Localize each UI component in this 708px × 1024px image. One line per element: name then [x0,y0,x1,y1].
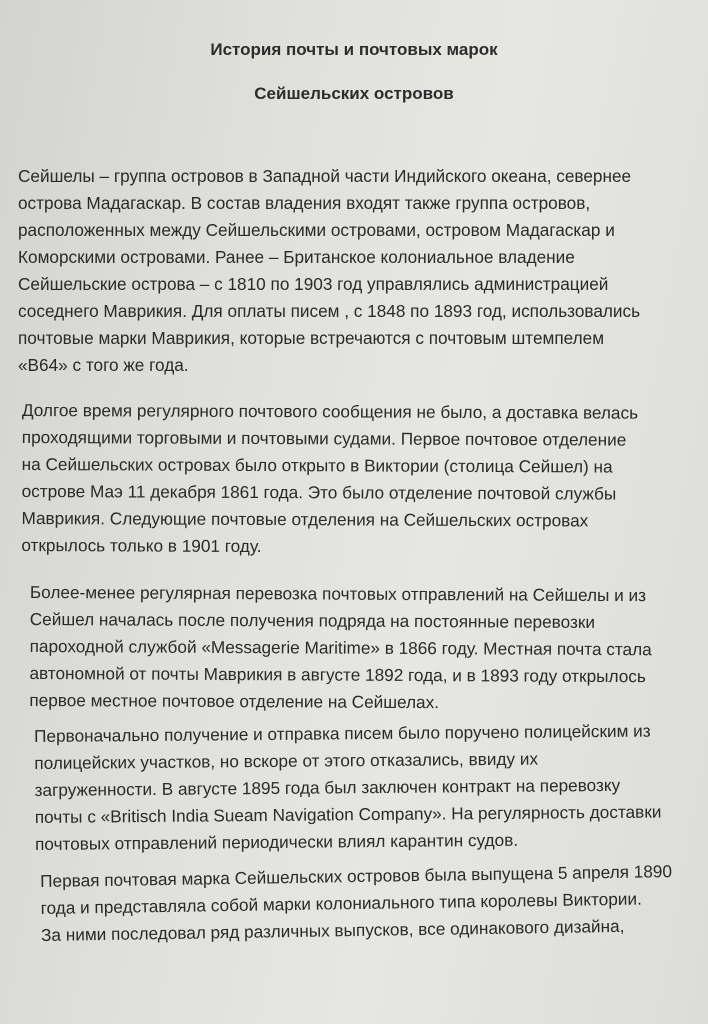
text-line: Первая почтовая марка Сейшельских островов была выпущена 5 апреля 1890 [40,861,673,891]
text-line: пароходной службой «Messagerie Maritime» в 1866 году. Местная почта стала [29,635,652,660]
text-line: Сейшел началась после получения подряда на постоянные перевозки [29,608,596,632]
text-line: автономной от почты Маврикия в августе 1892 года, и в 1893 году открылось [29,662,646,687]
paragraph-5 [40,858,673,949]
text-line: Сейшельские острова – с 1810 по 1903 год управлялись администрацией [18,274,609,294]
text-line: «В64» с того же года. [18,355,189,375]
text-line: почтовые марки Маврикия, которые встречаются с почтовым штемпелем [18,328,605,348]
text-line: соседнего Маврикия. Для оплаты писем , с 1848 по 1893 год, использовались [18,301,641,321]
text-line: первое местное почтовое отделение на Сейшелах. [29,689,440,713]
text-line: почты с «Britisch India Sueam Navigation Company». На регулярность доставки [34,801,662,827]
text-line: острове Маэ 11 декабря 1861 года. Это было отделение почтовой службы [21,480,617,504]
text-line: острова Мадагаскар. В состав владения входят также группа островов, [18,193,591,213]
text-line: Сейшелы – группа островов в Западной части Индийского океана, севернее [18,166,632,186]
paragraph-3 [29,579,652,717]
paragraph-4 [34,718,662,858]
text-line: загруженности. В августе 1895 года был заключен контракт на перевозку [34,774,621,800]
text-line: За ними последовал ряд различных выпусков, все одинакового дизайна, [40,915,625,945]
text-line: на Сейшельских островах было открыто в Виктории (столица Сейшел) на [21,453,613,477]
text-line: открылось только в 1901 году. [21,534,262,557]
text-line: почтовых отправлений периодически влиял карантин судов. [34,829,519,854]
text-line: проходящими торговыми и почтовыми судами. Первое почтовое отделение [21,426,627,450]
text-line: Более-менее регулярная перевозка почтовых отправлений на Сейшелы и из [29,581,647,606]
document-title-line-1: История почты и почтовых марок [210,40,498,59]
text-line: расположенных между Сейшельскими островами, островом Мадагаскар и [18,220,615,240]
paragraph-2 [21,397,638,562]
text-line: Первоначально получение и отправка писем было поручено полицейским из [34,720,651,746]
text-line: Маврикия. Следующие почтовые отделения на Сейшельских островах [21,507,589,531]
paragraph-1 [18,163,640,379]
text-line: полицейских участков, но вскоре от этого отказались, ввиду их [34,748,539,773]
text-line: года и представляла собой марки колониального типа королевы Виктории. [40,888,642,918]
document-title-line-2: Сейшельских островов [254,84,454,103]
text-line: Коморскими островами. Ранее – Британское колониальное владение [18,247,575,267]
text-line: Долгое время регулярного почтового сообщения не было, а доставка велась [21,399,639,423]
